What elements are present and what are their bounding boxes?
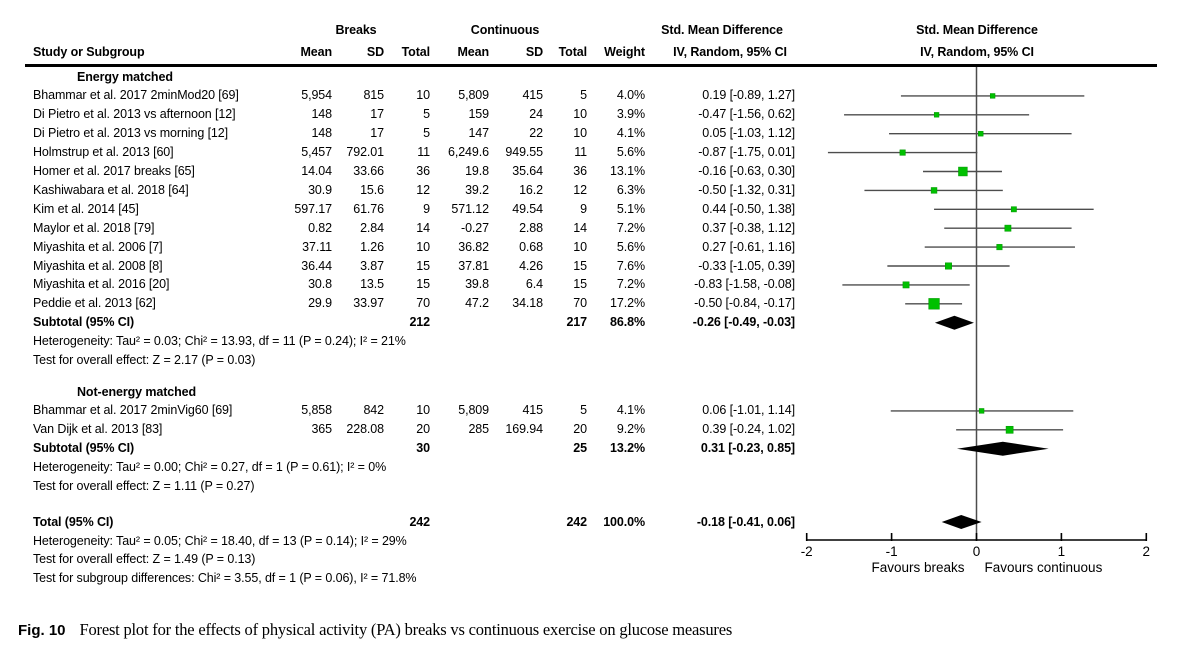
smd-ci-text: 0.44 [-0.50, 1.38]	[702, 201, 795, 216]
breaks-total: 10	[416, 403, 430, 418]
breaks-total: 70	[416, 296, 430, 311]
breaks-total: 15	[416, 277, 430, 292]
effect-square	[958, 167, 967, 176]
column-header-continuous-mean: Mean	[457, 45, 489, 59]
study-name: Holmstrup et al. 2013 [60]	[33, 145, 174, 160]
continuous-mean: 285	[468, 422, 489, 437]
breaks-sd: 33.97	[353, 296, 384, 311]
continuous-mean: 147	[468, 126, 489, 141]
subtotal-diamond	[957, 442, 1049, 456]
study-name: Kashiwabara et al. 2018 [64]	[33, 182, 189, 197]
breaks-total: 36	[416, 164, 430, 178]
smd-ci-text: -0.83 [-1.58, -0.08]	[694, 277, 795, 292]
study-name: Di Pietro et al. 2013 vs afternoon [12]	[33, 107, 236, 122]
subgroup-differences-text: Test for subgroup differences: Chi² = 3.55, df = 1 (P = 0.06), I² = 71.8%	[33, 571, 417, 585]
breaks-mean: 148	[311, 126, 332, 141]
effect-square	[903, 282, 909, 288]
breaks-sd: 228.08	[346, 422, 384, 437]
breaks-sd: 1.26	[360, 239, 384, 254]
continuous-total: 36	[573, 164, 587, 178]
favours-continuous-label: Favours continuous	[984, 560, 1103, 575]
breaks-sd: 17	[370, 126, 384, 141]
overall-effect-text: Test for overall effect: Z = 2.17 (P = 0.03)	[33, 353, 256, 367]
continuous-total: 242	[566, 514, 587, 529]
smd-ci-text: -0.50 [-0.84, -0.17]	[694, 296, 795, 311]
weight: 4.1%	[616, 403, 645, 418]
column-header-breaks-sd: SD	[366, 45, 384, 59]
continuous-total: 15	[573, 258, 587, 273]
study-name: Di Pietro et al. 2013 vs morning [12]	[33, 126, 229, 141]
total-label: Total (95% CI)	[33, 514, 114, 529]
breaks-total: 10	[416, 239, 430, 254]
continuous-sd: 415	[522, 403, 543, 418]
column-header-study: Study or Subgroup	[33, 45, 145, 59]
effect-square	[1006, 426, 1013, 433]
continuous-total: 10	[573, 239, 587, 254]
breaks-mean: 365	[311, 422, 332, 437]
study-name: Peddie et al. 2013 [62]	[33, 296, 156, 311]
x-axis-tick-label: 2	[1142, 544, 1151, 559]
study-name: Bhammar et al. 2017 2minVig60 [69]	[33, 403, 233, 418]
effect-square	[1011, 207, 1016, 212]
breaks-total: 212	[409, 315, 430, 330]
column-header-breaks-total: Total	[401, 45, 430, 59]
smd-ci-text: -0.50 [-1.32, 0.31]	[698, 182, 795, 197]
breaks-sd: 842	[363, 403, 384, 418]
study-name: Miyashita et al. 2008 [8]	[33, 258, 163, 273]
effect-square	[990, 94, 995, 99]
x-axis-tick-label: -1	[885, 544, 898, 559]
smd-ci-text: -0.87 [-1.75, 0.01]	[698, 145, 795, 160]
smd-ci-text: -0.47 [-1.56, 0.62]	[698, 107, 795, 122]
continuous-mean: 39.8	[465, 277, 489, 292]
breaks-sd: 13.5	[360, 277, 384, 292]
weight: 7.2%	[616, 220, 645, 235]
favours-breaks-label: Favours breaks	[871, 560, 965, 575]
breaks-total: 12	[416, 182, 430, 197]
effect-square	[945, 263, 951, 269]
study-name: Homer et al. 2017 breaks [65]	[33, 164, 195, 178]
breaks-sd: 33.66	[353, 164, 384, 178]
continuous-total: 20	[573, 422, 587, 437]
smd-plot-header-line1: Std. Mean Difference	[916, 23, 1038, 37]
weight: 7.2%	[616, 277, 645, 292]
breaks-mean: 36.44	[301, 258, 332, 273]
continuous-total: 5	[580, 403, 587, 418]
continuous-sd: 4.26	[519, 258, 543, 273]
group-name: Not-energy matched	[77, 384, 197, 399]
breaks-total: 15	[416, 258, 430, 273]
continuous-sd: 6.4	[525, 277, 543, 292]
smd-ci-text: 0.05 [-1.03, 1.12]	[702, 126, 795, 141]
smd-ci-text: -0.16 [-0.63, 0.30]	[698, 164, 795, 178]
breaks-sd: 3.87	[360, 258, 384, 273]
breaks-total: 5	[423, 107, 430, 122]
continuous-sd: 2.88	[519, 220, 543, 235]
continuous-total: 12	[573, 182, 587, 197]
figure-caption-text: Forest plot for the effects of physical activity (PA) breaks vs continuous exercise on glucose measures	[79, 620, 733, 639]
smd-table-header-line2: IV, Random, 95% CI	[673, 45, 787, 59]
smd-ci-text: 0.19 [-0.89, 1.27]	[702, 88, 795, 103]
continuous-sd: 49.54	[512, 201, 543, 216]
smd-table-header-line1: Std. Mean Difference	[661, 23, 783, 37]
weight: 6.3%	[616, 182, 645, 197]
continuous-mean: 6,249.6	[447, 145, 489, 160]
breaks-sd: 792.01	[346, 145, 384, 160]
weight: 4.1%	[616, 126, 645, 141]
smd-ci-text: -0.33 [-1.05, 0.39]	[698, 258, 795, 273]
continuous-mean: 19.8	[465, 164, 489, 178]
heterogeneity-text: Heterogeneity: Tau² = 0.03; Chi² = 13.93, df = 11 (P = 0.24); I² = 21%	[33, 334, 406, 349]
weight: 86.8%	[610, 315, 645, 330]
continuous-mean: -0.27	[461, 220, 489, 235]
breaks-mean: 597.17	[294, 201, 332, 216]
column-header-continuous-total: Total	[558, 45, 587, 59]
effect-square	[979, 408, 984, 413]
subtotal-label: Subtotal (95% CI)	[33, 441, 135, 456]
weight: 13.2%	[610, 441, 645, 456]
study-name: Bhammar et al. 2017 2minMod20 [69]	[33, 88, 239, 103]
continuous-mean: 5,809	[458, 403, 489, 418]
effect-square	[931, 187, 937, 193]
smd-ci-text: 0.31 [-0.23, 0.85]	[700, 441, 795, 456]
weight: 4.0%	[616, 88, 645, 103]
figure-caption-label: Fig. 10	[18, 622, 66, 639]
effect-square	[929, 298, 940, 309]
column-header-continuous-sd: SD	[525, 45, 543, 59]
breaks-total: 20	[416, 422, 430, 437]
study-name: Miyashita et al. 2006 [7]	[33, 239, 163, 254]
breaks-sd: 815	[363, 88, 384, 103]
x-axis-tick-label: -2	[800, 544, 813, 559]
breaks-mean: 30.8	[308, 277, 332, 292]
breaks-total: 10	[416, 88, 430, 103]
breaks-sd: 15.6	[360, 182, 384, 197]
effect-square	[997, 244, 1003, 250]
smd-ci-text: 0.06 [-1.01, 1.14]	[702, 403, 795, 418]
subtotal-diamond	[935, 316, 974, 330]
study-name: Kim et al. 2014 [45]	[33, 201, 139, 216]
continuous-total: 10	[573, 126, 587, 141]
weight: 5.6%	[616, 145, 645, 160]
continuous-total: 11	[574, 145, 587, 160]
x-axis-tick-label: 1	[1057, 544, 1066, 559]
weight: 9.2%	[616, 422, 645, 437]
breaks-sd: 61.76	[353, 201, 384, 216]
study-name: Maylor et al. 2018 [79]	[33, 220, 155, 235]
breaks-total: 30	[416, 441, 430, 456]
breaks-total: 242	[409, 514, 430, 529]
effect-square	[1005, 225, 1011, 231]
breaks-mean: 5,858	[301, 403, 332, 418]
continuous-sd: 415	[522, 88, 543, 103]
continuous-total: 10	[573, 107, 587, 122]
study-name: Van Dijk et al. 2013 [83]	[33, 422, 163, 437]
continuous-total: 14	[573, 220, 587, 235]
breaks-mean: 5,954	[301, 88, 332, 103]
continuous-total: 217	[566, 315, 587, 330]
smd-ci-text: -0.26 [-0.49, -0.03]	[692, 315, 795, 330]
column-group-continuous: Continuous	[470, 23, 540, 37]
weight: 17.2%	[610, 296, 645, 311]
breaks-mean: 30.9	[308, 182, 332, 197]
continuous-sd: 35.64	[512, 164, 543, 178]
breaks-mean: 37.11	[302, 239, 332, 254]
figure-caption	[18, 620, 732, 644]
continuous-sd: 169.94	[505, 422, 543, 437]
continuous-sd: 22	[529, 126, 543, 141]
breaks-total: 14	[416, 220, 430, 235]
weight: 3.9%	[616, 107, 645, 122]
continuous-sd: 949.55	[505, 145, 543, 160]
continuous-mean: 37.81	[458, 258, 489, 273]
continuous-mean: 5,809	[458, 88, 489, 103]
smd-plot-header-line2: IV, Random, 95% CI	[920, 45, 1034, 59]
x-axis-tick-label: 0	[972, 544, 981, 559]
total-heterogeneity-text: Heterogeneity: Tau² = 0.05; Chi² = 18.40, df = 13 (P = 0.14); I² = 29%	[33, 533, 407, 548]
total-diamond	[942, 515, 982, 529]
continuous-total: 70	[573, 296, 587, 311]
breaks-total: 5	[423, 126, 430, 141]
weight: 13.1%	[610, 164, 645, 178]
breaks-total: 11	[417, 145, 430, 160]
column-header-weight: Weight	[604, 45, 645, 59]
weight: 5.6%	[616, 239, 645, 254]
overall-effect-text: Test for overall effect: Z = 1.11 (P = 0.27)	[33, 479, 255, 493]
continuous-total: 9	[580, 201, 587, 216]
subtotal-label: Subtotal (95% CI)	[33, 315, 135, 330]
continuous-mean: 39.2	[465, 182, 489, 197]
continuous-mean: 571.12	[451, 201, 489, 216]
total-overall-effect-text: Test for overall effect: Z = 1.49 (P = 0.13)	[33, 552, 256, 566]
breaks-sd: 17	[370, 107, 384, 122]
smd-ci-text: 0.37 [-0.38, 1.12]	[702, 220, 795, 235]
breaks-mean: 5,457	[301, 145, 332, 160]
group-name: Energy matched	[77, 69, 173, 84]
column-group-breaks: Breaks	[335, 23, 377, 37]
smd-ci-text: 0.27 [-0.61, 1.16]	[702, 239, 795, 254]
breaks-mean: 148	[311, 107, 332, 122]
weight: 100.0%	[603, 514, 645, 529]
effect-square	[934, 112, 939, 117]
breaks-mean: 14.04	[301, 164, 332, 178]
continuous-sd: 34.18	[512, 296, 543, 311]
smd-ci-text: -0.18 [-0.41, 0.06]	[696, 514, 795, 529]
breaks-mean: 0.82	[308, 220, 332, 235]
effect-square	[978, 131, 983, 136]
weight: 5.1%	[616, 201, 645, 216]
effect-square	[900, 150, 906, 156]
continuous-sd: 0.68	[519, 239, 543, 254]
continuous-total: 5	[580, 88, 587, 103]
continuous-mean: 47.2	[465, 296, 489, 311]
study-name: Miyashita et al. 2016 [20]	[33, 277, 170, 292]
continuous-total: 25	[573, 441, 587, 456]
breaks-mean: 29.9	[308, 296, 332, 311]
continuous-sd: 24	[529, 107, 543, 122]
continuous-mean: 36.82	[458, 239, 489, 254]
weight: 7.6%	[616, 258, 645, 273]
column-header-breaks-mean: Mean	[300, 45, 332, 59]
smd-ci-text: 0.39 [-0.24, 1.02]	[702, 422, 795, 437]
continuous-mean: 159	[468, 107, 489, 122]
breaks-total: 9	[423, 201, 430, 216]
continuous-sd: 16.2	[519, 182, 543, 197]
heterogeneity-text: Heterogeneity: Tau² = 0.00; Chi² = 0.27, df = 1 (P = 0.61); I² = 0%	[33, 460, 387, 475]
breaks-sd: 2.84	[360, 220, 384, 235]
continuous-total: 15	[573, 277, 587, 292]
